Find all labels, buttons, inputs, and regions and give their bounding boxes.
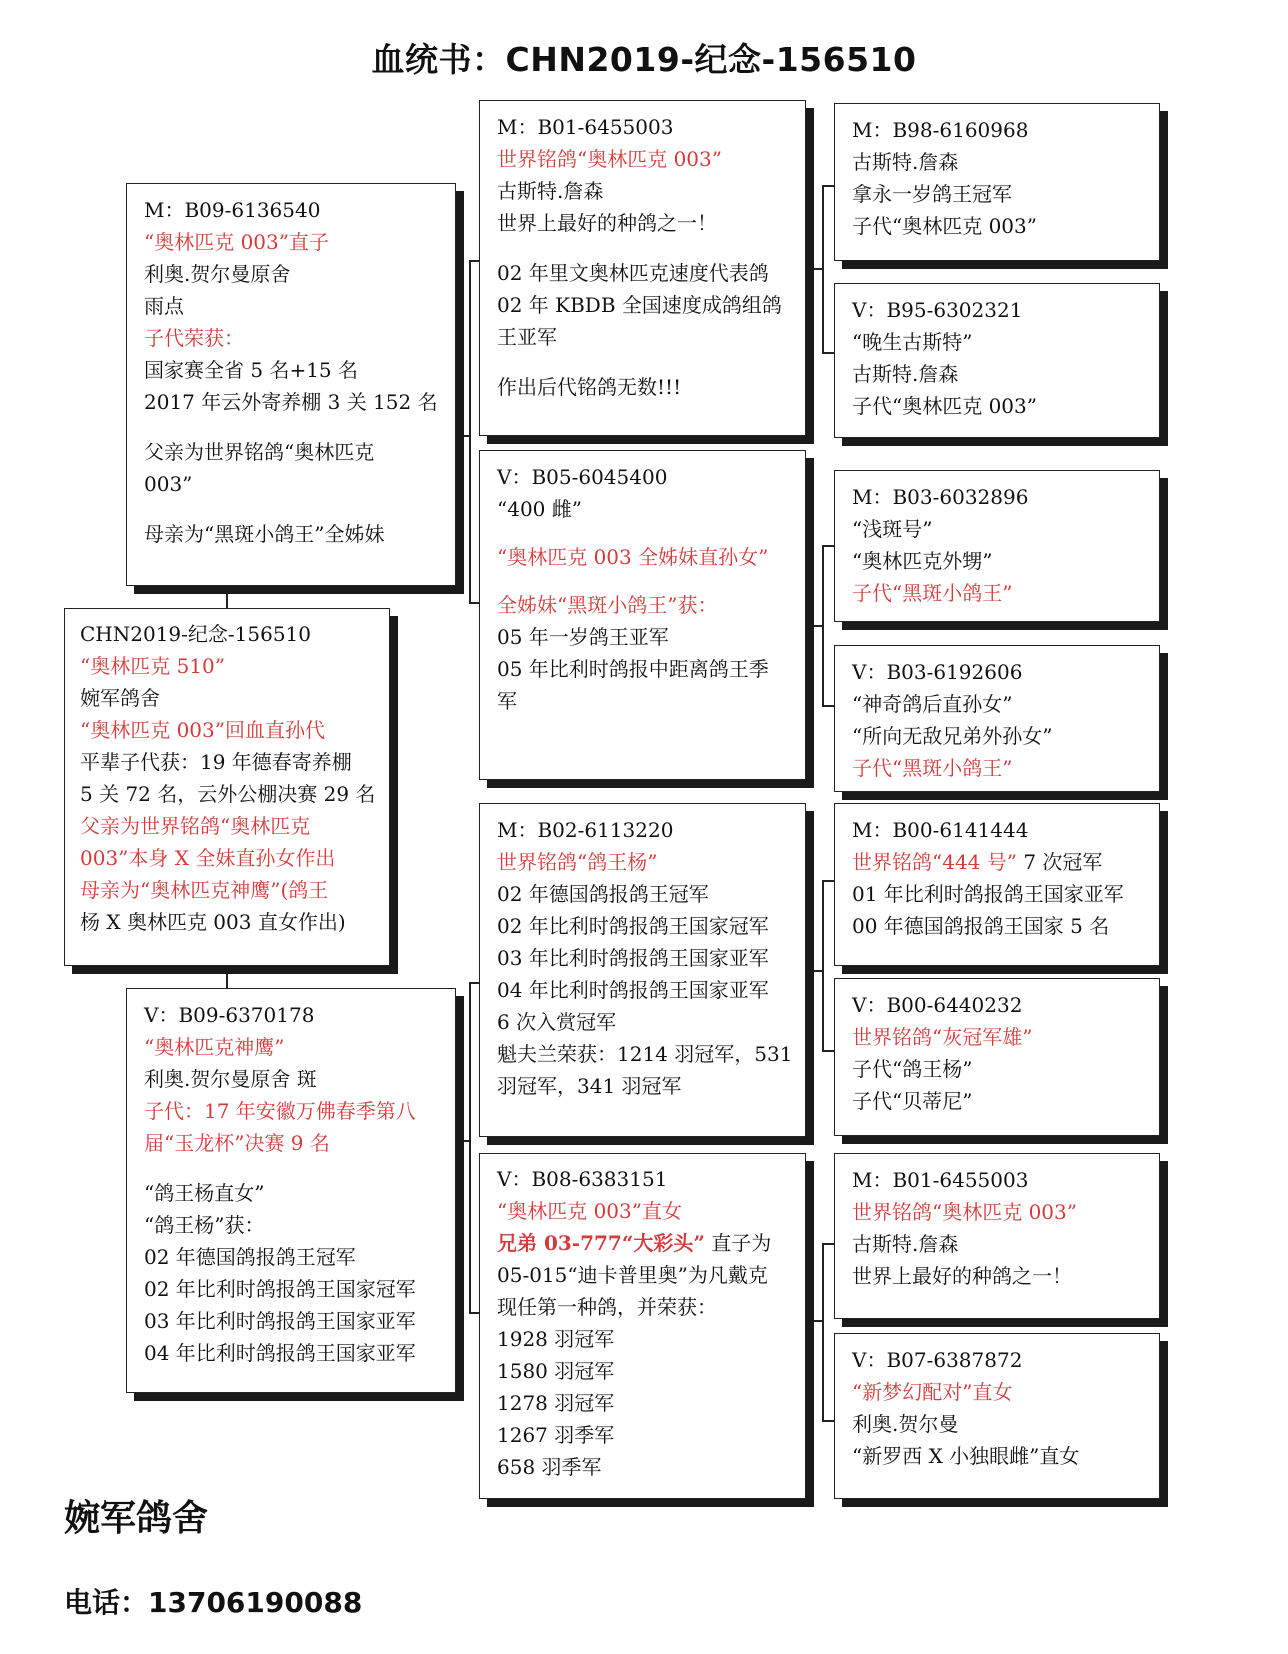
note-line: “奥林匹克外甥” [852, 549, 993, 573]
loft-name: 婉军鸽舍 [80, 686, 160, 710]
note-line: “鸽王杨”获： [144, 1213, 265, 1237]
ring-number: CHN2019-纪念-156510 [80, 622, 312, 646]
sire-sire-dam-card [834, 283, 1160, 438]
offspring-line: 子代“奥林匹克 003” [852, 214, 1037, 238]
pigeon-card [64, 608, 390, 966]
connector [822, 545, 834, 547]
note-line: 作出后代铭鸽无数!!! [497, 375, 682, 399]
connector [469, 982, 479, 984]
connector [822, 545, 824, 705]
bloodline-note: “奥林匹克 003”回血直孙代 [80, 718, 325, 742]
ring-number: M：B00-6141444 [852, 818, 1029, 842]
offspring-heading: 子代荣获： [144, 326, 244, 350]
connector [469, 982, 471, 1312]
offspring-line: 子代“贝蒂尼” [852, 1089, 973, 1113]
ring-number: V：B03-6192606 [852, 660, 1023, 684]
connector [822, 705, 834, 707]
connector [806, 970, 822, 972]
achievement-line: 03 年比利时鸽报鸽王国家亚军 [497, 946, 769, 970]
sire-dam-sire-card [834, 470, 1160, 622]
connector [469, 602, 479, 604]
pigeon-name: “新梦幻配对”直女 [852, 1380, 1013, 1404]
connector [469, 1312, 479, 1314]
farm-name: 婉军鸽舍 [64, 1498, 209, 1539]
sibling-heading: 全姊妹“黑斑小鸽王”获： [497, 593, 718, 617]
dam-dam-dam-card [834, 1333, 1160, 1499]
ring-number: V：B08-6383151 [497, 1167, 668, 1191]
breeder-line: 古斯特.詹森 [852, 362, 959, 386]
note-line: “神奇鸽后直孙女” [852, 692, 1013, 716]
achievement-line: 5 关 72 名，云外公棚决赛 29 名 [80, 782, 376, 806]
phone-number: 电话：13706190088 [64, 1586, 363, 1619]
achievement-line: 02 年德国鸽报鸽王冠军 [144, 1245, 356, 1269]
achievement-line: 02 年比利时鸽报鸽王国家冠军 [497, 914, 769, 938]
parent-note: 父亲为世界铭鸽“奥林匹克 [80, 814, 311, 838]
sibling-line [497, 1228, 791, 1260]
parent-note: 杨 X 奥林匹克 003 直女作出) [80, 910, 346, 934]
breeder-line: 古斯特.詹森 [852, 1232, 959, 1256]
parent-note: 003” [144, 472, 193, 496]
achievement-line: 平辈子代获：19 年德春寄养棚 [80, 750, 352, 774]
origin-line: 利奥.贺尔曼原舍 斑 [144, 1067, 317, 1091]
connector [822, 880, 834, 882]
achievement-line: 02 年 KBDB 全国速度成鸽组鸽 [497, 293, 782, 317]
achievement-line: 02 年比利时鸽报鸽王国家冠军 [144, 1277, 416, 1301]
pigeon-name: “奥林匹克 510” [80, 654, 225, 678]
achievement-line: 04 年比利时鸽报鸽王国家亚军 [144, 1341, 416, 1365]
sibling-name: 兄弟 03-777“大彩头” [497, 1231, 705, 1255]
achievement-line: 王亚军 [497, 325, 557, 349]
connector [822, 1420, 834, 1422]
note-line: 05-015“迪卡普里奥”为凡戴克 [497, 1263, 768, 1287]
ring-number: M：B09-6136540 [144, 198, 321, 222]
offspring-line: 届“玉龙杯”决赛 9 名 [144, 1131, 330, 1155]
achievement-line: 04 年比利时鸽报鸽王国家亚军 [497, 978, 769, 1002]
achievement-line: 军 [497, 689, 517, 713]
note-line: 世界上最好的种鸽之一！ [852, 1264, 1072, 1288]
connector [822, 1243, 824, 1420]
sire-dam-dam-card [834, 645, 1160, 792]
connector [226, 585, 228, 609]
ring-number: V：B05-6045400 [497, 465, 668, 489]
note-line: 现任第一种鸽，并荣获： [497, 1295, 717, 1319]
achievement-line: 658 羽季军 [497, 1455, 602, 1479]
dam-sire-sire-card [834, 803, 1160, 966]
achievement-line: 01 年比利时鸽报鸽王国家亚军 [852, 882, 1124, 906]
achievement-line: 1580 羽冠军 [497, 1359, 615, 1383]
connector [469, 260, 479, 262]
parent-note: 003”本身 X 全妹直孙女作出 [80, 846, 336, 870]
connector [456, 435, 469, 437]
parent-note: 父亲为世界铭鸽“奥林匹克 [144, 440, 375, 464]
breeder-line: 利奥.贺尔曼 [852, 1412, 959, 1436]
sire-dam-card [479, 450, 806, 780]
offspring-line: 子代“鸽王杨” [852, 1057, 973, 1081]
connector [822, 1243, 834, 1245]
origin-line: 利奥.贺尔曼原舍 [144, 262, 291, 286]
achievement-line: 1267 羽季军 [497, 1423, 615, 1447]
pigeon-name: “奥林匹克 003”直女 [497, 1199, 682, 1223]
offspring-line: 子代“黑斑小鸽王” [852, 581, 1013, 605]
connector [456, 1140, 469, 1142]
note-line: “鸽王杨直女” [144, 1181, 265, 1205]
connector [822, 352, 834, 354]
dam-card [126, 988, 456, 1393]
achievement-line: 羽冠军，341 羽冠军 [497, 1074, 682, 1098]
connector [469, 260, 471, 602]
achievement-line: 02 年德国鸽报鸽王冠军 [497, 882, 709, 906]
pigeon-name: “400 雌” [497, 497, 582, 521]
achievement-line: 00 年德国鸽报鸽王国家 5 名 [852, 914, 1110, 938]
breeder-line: 古斯特.詹森 [497, 179, 604, 203]
achievement-line: 05 年比利时鸽报中距离鸽王季 [497, 657, 769, 681]
sire-sire-card [479, 100, 806, 436]
achievement-line: 1278 羽冠军 [497, 1391, 615, 1415]
connector [226, 965, 228, 990]
parent-note-red: 母亲为“奥林匹克神鹰”(鸽王 [80, 878, 329, 902]
ring-number: M：B01-6455003 [852, 1168, 1029, 1192]
achievement-line: 05 年一岁鸽王亚军 [497, 625, 669, 649]
parent-note: 母亲为“黑斑小鸽王”全姊妹 [144, 522, 385, 546]
win-count: 7 次冠军 [1023, 850, 1103, 874]
achievement-line: 国家赛全省 5 名+15 名 [144, 358, 359, 382]
connector [822, 1050, 834, 1052]
connector [806, 625, 822, 627]
pigeon-name: “晚生古斯特” [852, 330, 973, 354]
ring-number: V：B00-6440232 [852, 993, 1023, 1017]
connector [822, 880, 824, 1050]
pigeon-name: “奥林匹克神鹰” [144, 1035, 285, 1059]
pigeon-name: 世界铭鸽“奥林匹克 003” [497, 147, 722, 171]
dam-sire-dam-card [834, 978, 1160, 1136]
offspring-line: 子代“奥林匹克 003” [852, 394, 1037, 418]
pigeon-name: 世界铭鸽“鸽王杨” [497, 850, 658, 874]
offspring-line: 子代：17 年安徽万佛春季第八 [144, 1099, 416, 1123]
achievement-line: 2017 年云外寄养棚 3 关 152 名 [144, 390, 438, 414]
achievement-line: 02 年里文奥林匹克速度代表鸽 [497, 261, 769, 285]
note-line: “所向无敌兄弟外孙女” [852, 724, 1053, 748]
connector [822, 185, 824, 352]
connector [806, 268, 822, 270]
ring-number: M：B03-6032896 [852, 485, 1029, 509]
pigeon-name: 世界铭鸽“444 号” [852, 850, 1017, 874]
pigeon-name: “浅斑号” [852, 517, 933, 541]
sibling-suffix: 直子为 [711, 1231, 772, 1255]
dam-dam-sire-card [834, 1153, 1160, 1319]
achievement-heading [497, 589, 791, 621]
ring-number: V：B07-6387872 [852, 1348, 1023, 1372]
color-line: 雨点 [144, 294, 184, 318]
ring-number: V：B95-6302321 [852, 298, 1023, 322]
dam-dam-card [479, 1153, 806, 1499]
pigeon-name: 世界铭鸽“灰冠军雄” [852, 1025, 1033, 1049]
pigeon-name: 世界铭鸽“奥林匹克 003” [852, 1200, 1077, 1224]
offspring-line: 子代“黑斑小鸽王” [852, 756, 1013, 780]
parent-note [80, 875, 375, 907]
breeder-line: 古斯特.詹森 [852, 150, 959, 174]
achievement-line: 1928 羽冠军 [497, 1327, 615, 1351]
ring-number: V：B09-6370178 [144, 1003, 315, 1027]
achievement-line: 03 年比利时鸽报鸽王国家亚军 [144, 1309, 416, 1333]
connector [806, 1320, 822, 1322]
pigeon-name-line [852, 846, 1145, 878]
sire-card [126, 183, 456, 586]
sire-sire-sire-card [834, 103, 1160, 261]
ring-number: M：B02-6113220 [497, 818, 674, 842]
connector [822, 185, 834, 187]
achievement-line: 6 次入赏冠军 [497, 1010, 617, 1034]
note-line: 世界上最好的种鸽之一！ [497, 211, 717, 235]
bloodline-note: “奥林匹克 003 全姊妹直孙女” [497, 545, 769, 569]
page-title: 血统书：CHN2019-纪念-156510 [371, 40, 917, 79]
note-line: “新罗西 X 小独眼雌”直女 [852, 1444, 1080, 1468]
achievement-line: 拿永一岁鸽王冠军 [852, 182, 1012, 206]
achievement-line: 魁夫兰荣获：1214 羽冠军，531 [497, 1042, 793, 1066]
dam-sire-card [479, 803, 806, 1137]
pigeon-name: “奥林匹克 003”直子 [144, 230, 329, 254]
ring-number: M：B98-6160968 [852, 118, 1029, 142]
ring-number: M：B01-6455003 [497, 115, 674, 139]
